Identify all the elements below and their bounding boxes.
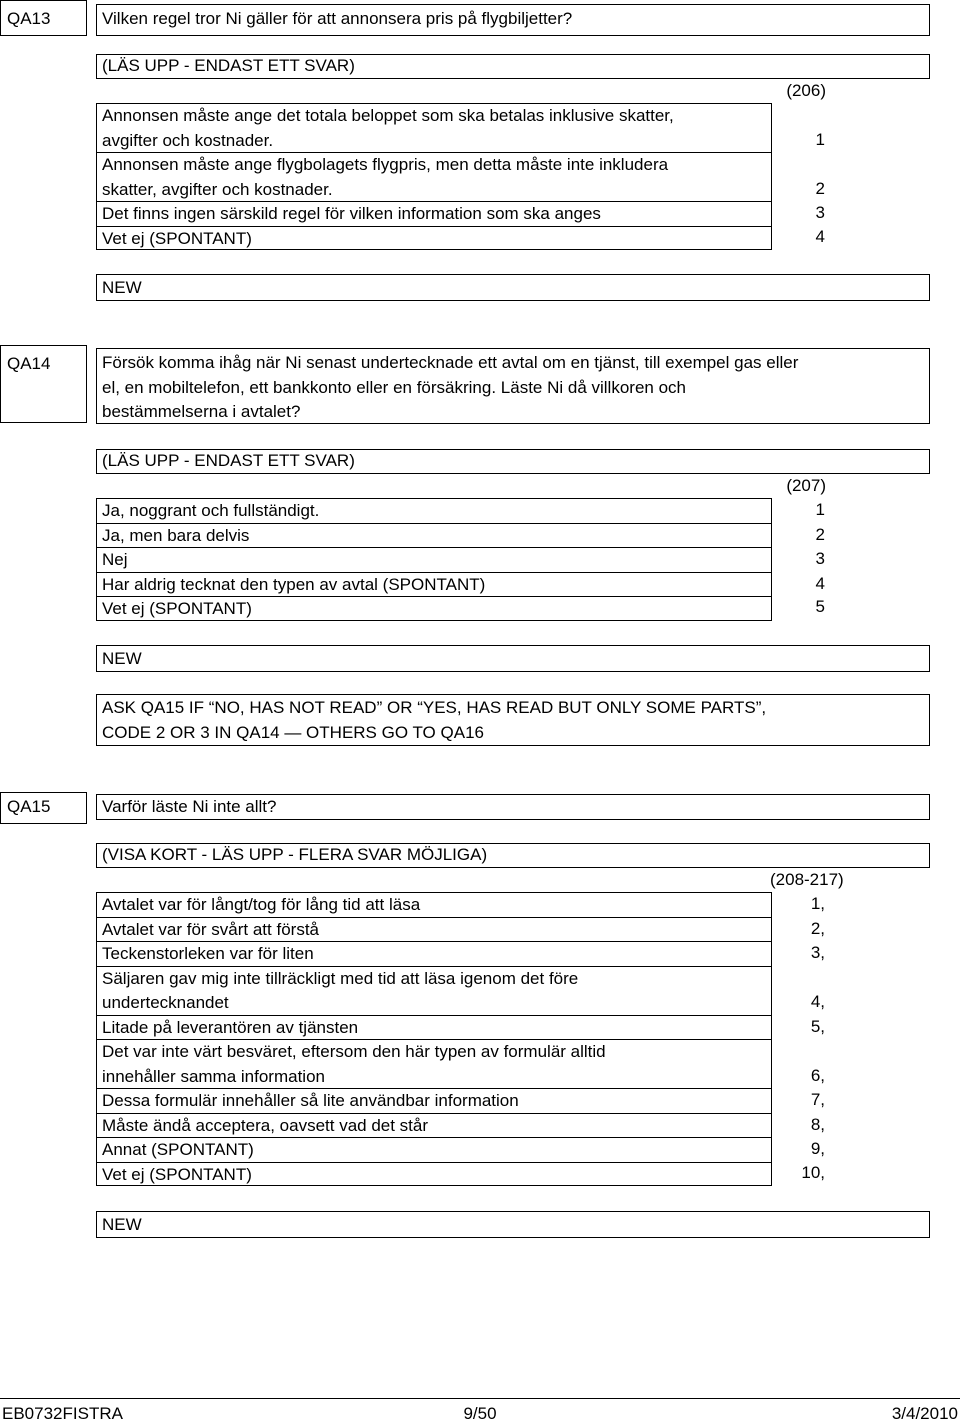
answer-option [96,1113,825,1138]
text-line: ASK QA15 IF “NO, HAS NOT READ” OR “YES, HAS READ BUT ONLY SOME PARTS”, [102,698,767,717]
answer-option-text: Vet ej (SPONTANT) [102,228,252,248]
column-ref-text: (208-217) [770,870,844,889]
answer-code: 1 [815,500,825,519]
text-line: CODE 2 OR 3 IN QA14 — OTHERS GO TO QA16 [102,722,484,742]
column-ref-text: (206) [786,81,826,100]
answer-option [96,572,825,597]
answer-code: 3 [815,203,825,222]
answer-option-text: Dessa formulär innehåller så lite användbar information [102,1091,519,1110]
answer-option [96,941,825,966]
answer-option-text: avgifter och kostnader. [102,130,274,150]
answer-code: 9, [810,1139,825,1158]
answer-option-text: Ja, noggrant och fullständigt. [102,501,320,520]
options-qa14 [96,498,826,621]
answer-option [96,1088,825,1113]
new-box-qa14 [96,645,930,672]
answer-option-text: Nej [102,550,128,569]
answer-option-text: Avtalet var för svårt att förstå [102,919,319,939]
answer-option-text: Vet ej (SPONTANT) [102,599,252,618]
footer-doc-id-text: EB0732FISTRA [2,1404,123,1423]
column-ref-text: (207) [786,476,826,495]
answer-option [96,1015,825,1040]
answer-code: 4 [815,573,825,593]
options-qa13 [96,103,826,250]
question-id-qa14 [0,345,87,423]
question-text-qa13 [96,4,930,36]
answer-option-text: innehåller samma information [102,1066,325,1086]
answer-option [96,1039,825,1088]
answer-option [96,152,825,201]
answer-code: 2 [815,524,825,544]
answer-option [96,917,825,942]
footer-page-text: 9/50 [463,1404,497,1423]
answer-code: 1, [810,894,825,913]
footer-date-text: 3/4/2010 [891,1404,958,1423]
question-text-qa15 [96,794,930,820]
answer-option [96,523,825,548]
instruction-qa14 [96,449,930,474]
answer-option-text: Annonsen måste ange det totala beloppet som ska betalas inklusive skatter, [102,106,674,125]
question-id-text: QA14 [7,354,51,373]
answer-option [96,103,825,152]
new-box-qa13 [96,274,930,301]
answer-option [96,966,825,1015]
answer-option [96,226,825,251]
answer-option [96,596,825,621]
answer-code: 3, [810,943,825,962]
answer-option-text: Måste ändå acceptera, oavsett vad det står [102,1115,429,1135]
new-label: NEW [102,1215,142,1234]
instruction-text: (LÄS UPP - ENDAST ETT SVAR) [102,56,355,75]
question-id-qa15 [0,792,87,824]
new-box-qa15 [96,1211,930,1238]
answer-option [96,547,825,572]
question-id-text: QA15 [7,797,51,816]
answer-option [96,1162,825,1187]
answer-option [96,1137,825,1162]
answer-code: 1 [815,129,825,149]
question-text-qa14 [96,348,930,424]
answer-option-text: Vet ej (SPONTANT) [102,1164,252,1184]
answer-option-text: Säljaren gav mig inte tillräckligt med tid att läsa igenom det före [102,968,579,988]
column-ref-qa13 [770,79,826,104]
answer-option-text: Annat (SPONTANT) [102,1140,254,1159]
answer-code: 3 [815,549,825,568]
answer-option-text: Det finns ingen särskild regel för vilken information som ska anges [102,204,601,223]
answer-code: 4, [810,992,825,1011]
column-ref-qa15 [770,868,862,893]
answer-option-text: Annonsen måste ange flygbolagets flygpris, men detta måste inte inkludera [102,155,669,174]
answer-code: 8, [810,1114,825,1134]
question-id-text: QA13 [7,9,51,28]
answer-option [96,892,825,917]
answer-code: 5, [810,1016,825,1036]
answer-option-text: Litade på leverantören av tjänsten [102,1017,359,1037]
text-line: Försök komma ihåg när Ni senast undertecknade ett avtal om en tjänst, till exempel gas eller [102,353,799,372]
answer-option [96,498,825,523]
answer-option-text: Teckenstorleken var för liten [102,944,314,963]
routing-instruction-qa15 [96,694,930,746]
answer-code: 2 [815,178,825,198]
question-text: Varför läste Ni inte allt? [102,797,277,816]
footer-rule [0,1398,960,1401]
new-label: NEW [102,278,142,297]
question-text: Vilken regel tror Ni gäller för att annonsera pris på flygbiljetter? [102,9,573,28]
answer-code: 5 [815,597,825,616]
answer-option-text: undertecknandet [102,993,229,1012]
answer-code: 7, [810,1090,825,1109]
instruction-qa15 [96,843,930,868]
answer-option-text: Det var inte värt besväret, eftersom den här typen av formulär alltid [102,1042,606,1061]
answer-code: 4 [815,226,825,246]
instruction-qa13 [96,54,930,79]
question-id-qa13 [0,0,87,36]
answer-option [96,201,825,226]
instruction-text: (LÄS UPP - ENDAST ETT SVAR) [102,451,355,470]
answer-option-text: Ja, men bara delvis [102,525,250,545]
text-line: bestämmelserna i avtalet? [102,402,301,421]
answer-code: 2, [810,918,825,938]
answer-option-text: Har aldrig tecknat den typen av avtal (SPONTANT) [102,574,486,594]
answer-option-text: skatter, avgifter och kostnader. [102,179,333,199]
column-ref-qa14 [770,474,826,499]
new-label: NEW [102,649,142,668]
instruction-text: (VISA KORT - LÄS UPP - FLERA SVAR MÖJLIGA) [102,845,488,864]
answer-code: 6, [810,1065,825,1085]
text-line: el, en mobiltelefon, ett bankkonto eller en försäkring. Läste Ni då villkoren och [102,377,686,397]
options-qa15 [96,892,826,1186]
answer-option-text: Avtalet var för långt/tog för lång tid att läsa [102,895,421,914]
answer-code: 10, [801,1162,825,1182]
